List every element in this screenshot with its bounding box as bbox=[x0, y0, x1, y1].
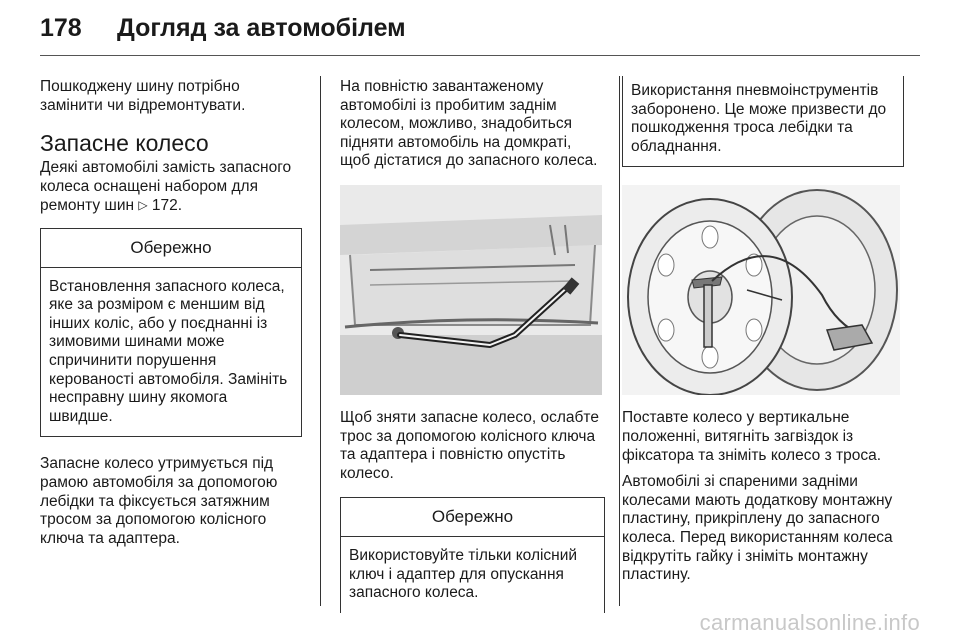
page-reference-link[interactable]: 172. bbox=[151, 197, 183, 215]
caution-text: Використання пневмоінструментів заборонено. Це може призвести до пошкодження троса лебідки та обладнання. bbox=[631, 82, 887, 155]
watermark: carmanualsonline.info bbox=[699, 610, 920, 635]
intro-paragraph: Пошкоджену шину потрібно замінити чи відремонтувати. bbox=[40, 78, 246, 114]
twin-wheels-paragraph: Автомобілі зі спареними задніми колесами мають додаткову монтажну пластину, прикріплену до запасного колеса. Перед використанням колеса відкрутіть гайку і зніміть монтажну пластину. bbox=[622, 473, 893, 584]
arrow-right-icon: ▷ bbox=[138, 198, 148, 213]
spare-wheel-drawing bbox=[622, 185, 900, 395]
caution-text: Використовуйте тільки колісний ключ і адаптер для опускання запасного колеса. bbox=[349, 546, 578, 602]
column-left bbox=[40, 78, 302, 562]
spare-wheel-paragraph bbox=[40, 159, 302, 216]
wheel-wrench-drawing bbox=[340, 185, 602, 395]
caution-title: Обережно bbox=[341, 498, 604, 537]
caution-box-continued bbox=[622, 76, 904, 167]
jack-paragraph: На повністю завантаженому автомобілі із пробитим заднім колесом, можливо, знадобиться підняти автомобіль на домкраті, щоб дістатися до запасного колеса. bbox=[340, 78, 598, 170]
spare-wheel-illustration bbox=[622, 185, 900, 395]
winch-paragraph: Запасне колесо утримується під рамою автомобіля за допомогою лебідки та фіксується затяжним тросом за допомогою колісного ключа та адаптера. bbox=[40, 455, 278, 547]
page-title: Догляд за автомобілем bbox=[117, 14, 406, 42]
remove-wheel-paragraph: Поставте колесо у вертикальне положенні, витягніть загвіздок із фіксатора та зніміть колесо з троса. bbox=[622, 409, 881, 464]
spare-wheel-text: Деякі автомобілі замість запасного колеса оснащені набором для ремонту шин bbox=[40, 159, 292, 215]
column-right bbox=[622, 76, 904, 599]
caution-title: Обережно bbox=[41, 229, 301, 268]
column-middle bbox=[340, 78, 605, 613]
header-rule bbox=[40, 55, 920, 56]
caution-text: Встановлення запасного колеса, яке за розміром є меншим від інших коліс, або у поєднанні із зимовими шинами може спричинити порушення керованості автомобіля. Замініть несправну шину якомога швидше. bbox=[49, 277, 288, 425]
caution-box bbox=[40, 228, 302, 437]
lower-wheel-paragraph: Щоб зняти запасне колесо, ослабте трос за допомогою колісного ключа та адаптера і повністю опустіть колесо. bbox=[340, 408, 599, 482]
page-number: 178 bbox=[40, 14, 82, 42]
caution-box bbox=[340, 497, 605, 612]
section-heading: Запасне колесо bbox=[40, 130, 209, 157]
column-divider bbox=[320, 76, 321, 606]
page-header bbox=[40, 14, 920, 54]
wheel-wrench-illustration bbox=[340, 185, 602, 395]
column-divider bbox=[619, 76, 620, 606]
